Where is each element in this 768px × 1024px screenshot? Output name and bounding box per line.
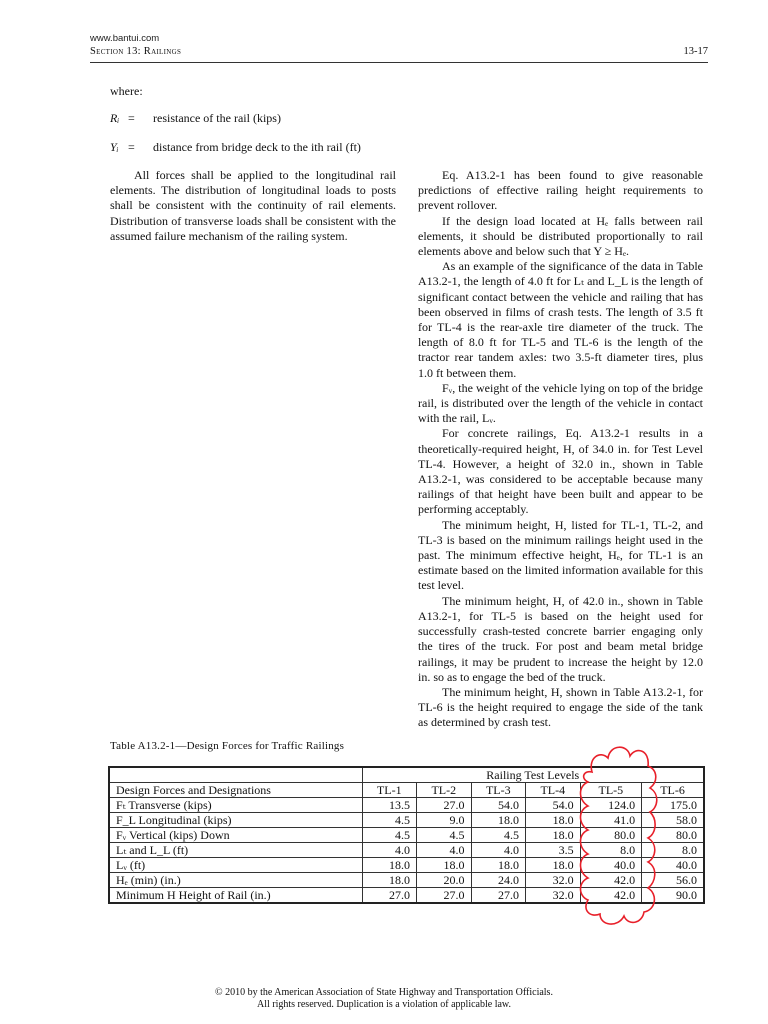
footer-line-2: All rights reserved. Duplication is a violation of applicable law. xyxy=(256,999,511,1010)
where-label: where: xyxy=(110,84,143,98)
table-cell: 4.0 xyxy=(417,843,472,858)
section-title: Section 13: Railings xyxy=(90,46,182,57)
table-cell: 42.0 xyxy=(580,873,642,888)
table-cell: 18.0 xyxy=(471,858,526,873)
copyright-footer xyxy=(0,987,768,1011)
commentary-paragraph: The minimum height, H, listed for TL-1, TL-2, and TL-3 is based on the minimum railings height used in the past. The minimum effective height, Hₑ, for TL-1 is an estimate based on the limited information available for this test level. xyxy=(418,517,703,593)
table-cell: 4.5 xyxy=(362,813,417,828)
table-cell: 80.0 xyxy=(642,828,704,843)
definition-equals: = xyxy=(128,111,135,125)
table-row-header: Design Forces and Designations xyxy=(109,783,362,798)
table-cell: 13.5 xyxy=(362,798,417,813)
table-cell: 4.5 xyxy=(471,828,526,843)
table-cell: 4.0 xyxy=(362,843,417,858)
column-header-tl2: TL-2 xyxy=(417,783,472,798)
definition-equals: = xyxy=(128,140,135,154)
table-cell: 18.0 xyxy=(471,813,526,828)
row-label: Lₜ and L_L (ft) xyxy=(109,843,362,858)
table-cell: 4.5 xyxy=(362,828,417,843)
running-header xyxy=(90,46,708,57)
table-cell: 20.0 xyxy=(417,873,472,888)
header-rule xyxy=(90,62,708,63)
right-column xyxy=(418,168,703,731)
body-paragraph: All forces shall be applied to the longitudinal rail elements. The distribution of longitudinal loads to posts shall be consistent with the continuity of rail elements. Distribution of transverse loads shall be consistent with the assumed failure mechanism of the railing system. xyxy=(110,168,396,243)
table-cell: 58.0 xyxy=(642,813,704,828)
table-cell: 175.0 xyxy=(642,798,704,813)
table-cell: 90.0 xyxy=(642,888,704,904)
table-cell: 27.0 xyxy=(417,888,472,904)
site-watermark: www.bantui.com xyxy=(90,33,160,44)
commentary-paragraph: For concrete railings, Eq. A13.2-1 results in a theoretically-required height, H, of 34.0 in. for Test Level TL-4. However, a height of 32.0 in., shown in Table A13.2-1, was considered to be acceptable because many railings of that height have been built and appear to be performing acceptably. xyxy=(418,426,703,517)
table-cell: 4.0 xyxy=(471,843,526,858)
table-cell: 27.0 xyxy=(417,798,472,813)
definition-yi xyxy=(110,140,430,155)
definition-symbol: Yᵢ xyxy=(110,140,119,154)
commentary-paragraph: Eq. A13.2-1 has been found to give reasonable predictions of effective railing height requirements to prevent rollover. xyxy=(418,168,703,213)
table-cell: 32.0 xyxy=(526,888,581,904)
red-revision-cloud xyxy=(570,742,670,932)
column-header-tl6: TL-6 xyxy=(642,783,704,798)
table-cell: 3.5 xyxy=(526,843,581,858)
row-label: Minimum H Height of Rail (in.) xyxy=(109,888,362,904)
column-header-tl4: TL-4 xyxy=(526,783,581,798)
commentary-paragraph: The minimum height, H, shown in Table A13.2-1, for TL-6 is the height required to engage the side of the tank as determined by crash test. xyxy=(418,684,703,730)
definition-text: resistance of the rail (kips) xyxy=(153,111,281,125)
row-label: F_L Longitudinal (kips) xyxy=(109,813,362,828)
definition-symbol: Rᵢ xyxy=(110,111,120,125)
table-cell: 18.0 xyxy=(362,858,417,873)
table-cell: 9.0 xyxy=(417,813,472,828)
table-cell: 18.0 xyxy=(526,828,581,843)
table-cell: 8.0 xyxy=(642,843,704,858)
table-cell: 32.0 xyxy=(526,873,581,888)
row-label: Fₜ Transverse (kips) xyxy=(109,798,362,813)
page-number: 13-17 xyxy=(683,46,708,57)
table-cell: 8.0 xyxy=(580,843,642,858)
row-label: Fᵥ Vertical (kips) Down xyxy=(109,828,362,843)
table-cell: 56.0 xyxy=(642,873,704,888)
table-cell: 54.0 xyxy=(526,798,581,813)
table-caption: Table A13.2-1—Design Forces for Traffic Railings xyxy=(110,740,345,752)
table-cell: 41.0 xyxy=(580,813,642,828)
table-cell: 18.0 xyxy=(362,873,417,888)
left-column xyxy=(110,168,396,244)
table-cell: 80.0 xyxy=(580,828,642,843)
table-cell: 27.0 xyxy=(471,888,526,904)
commentary-paragraph: Fᵥ, the weight of the vehicle lying on top of the bridge rail, is distributed over the length of the vehicle in contact with the rail, Lᵥ. xyxy=(418,380,703,426)
table-cell: 24.0 xyxy=(471,873,526,888)
definition-ri xyxy=(110,111,430,126)
row-label: Hₑ (min) (in.) xyxy=(109,873,362,888)
table-cell: 18.0 xyxy=(526,858,581,873)
table-cell: 27.0 xyxy=(362,888,417,904)
column-header-tl3: TL-3 xyxy=(471,783,526,798)
row-label: Lᵥ (ft) xyxy=(109,858,362,873)
table-cell: 54.0 xyxy=(471,798,526,813)
footer-line-1: © 2010 by the American Association of State Highway and Transportation Officials. xyxy=(215,987,553,998)
column-header-tl5: TL-5 xyxy=(580,783,642,798)
commentary-paragraph: If the design load located at Hₑ falls between rail elements, it should be distributed proportionally to rail elements above and below such that Y ≥ Hₑ. xyxy=(418,213,703,259)
table-cell: 40.0 xyxy=(580,858,642,873)
commentary-paragraph: As an example of the significance of the data in Table A13.2-1, the length of 4.0 ft for Lₜ and L_L is the length of significant contact between the vehicle and railing that has been observed in films of crash tests. The length of 3.5 ft for TL-4 is the rear-axle tire diameter of the truck. The length of 8.0 ft for TL-5 and TL-6 is the length of the tractor rear tandem axles: two 3.5-ft diameter tires, plus 1.0 ft between them. xyxy=(418,259,703,380)
revision-cloud-outline xyxy=(581,747,657,924)
commentary-paragraph: The minimum height, H, of 42.0 in., shown in Table A13.2-1, for TL-5 is based on the height used for successfully crash-tested concrete barrier engaging only the tires of the truck. For post and beam metal bridge railings, it may be prudent to increase the height by 12.0 in. so as to engage the bed of the truck. xyxy=(418,593,703,684)
column-header-tl1: TL-1 xyxy=(362,783,417,798)
table-cell: 18.0 xyxy=(417,858,472,873)
definition-text: distance from bridge deck to the ith rail (ft) xyxy=(153,140,361,154)
table-cell: 4.5 xyxy=(417,828,472,843)
table-cell: 40.0 xyxy=(642,858,704,873)
table-cell: 124.0 xyxy=(580,798,642,813)
table-cell: 42.0 xyxy=(580,888,642,904)
table-corner-cell xyxy=(109,767,362,783)
table-cell: 18.0 xyxy=(526,813,581,828)
table-group-header: Railing Test Levels xyxy=(362,767,704,783)
